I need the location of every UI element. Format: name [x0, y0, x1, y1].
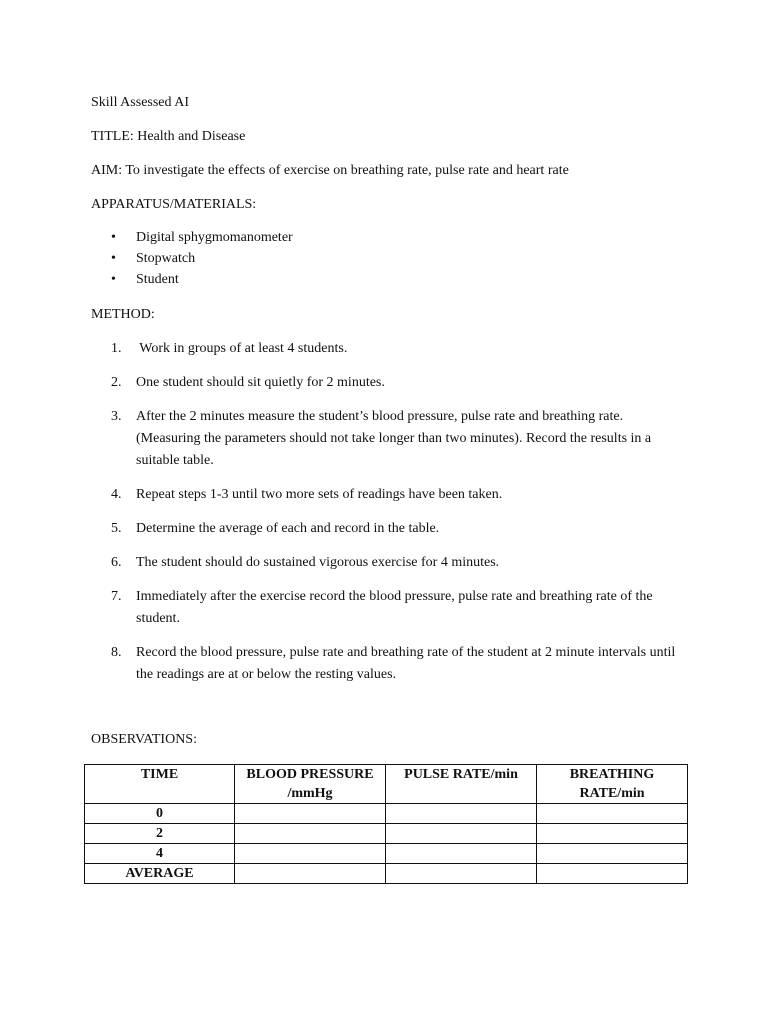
breathing-rate-cell	[537, 804, 688, 824]
apparatus-item-label: Stopwatch	[136, 251, 196, 266]
apparatus-item-label: Digital sphygmomanometer	[136, 230, 293, 245]
blood-pressure-cell	[235, 824, 386, 844]
list-item	[91, 248, 293, 269]
step-text: Immediately after the exercise record the blood pressure, pulse rate and breathing rate of the student.	[136, 589, 653, 626]
method-step	[91, 642, 681, 686]
pulse-rate-cell	[386, 844, 537, 864]
title-line: TITLE: Health and Disease	[91, 129, 246, 144]
table-header-row	[85, 765, 688, 804]
skill-assessed-line: Skill Assessed AI	[91, 95, 190, 110]
observations-table	[84, 764, 688, 884]
header-time: TIME	[85, 765, 235, 804]
step-text: Record the blood pressure, pulse rate and breathing rate of the student at 2 minute intervals until the readings are at or below the resting values.	[136, 645, 676, 682]
apparatus-item-label: Student	[136, 272, 179, 287]
blood-pressure-cell	[235, 844, 386, 864]
time-cell: 2	[85, 824, 235, 844]
step-number: 7.	[111, 589, 122, 604]
method-steps-list	[91, 338, 681, 698]
pulse-rate-cell	[386, 804, 537, 824]
step-text: Work in groups of at least 4 students.	[136, 341, 348, 356]
step-number: 2.	[111, 375, 122, 390]
time-cell: 0	[85, 804, 235, 824]
bullet-icon: •	[111, 230, 116, 245]
time-cell: 4	[85, 844, 235, 864]
method-step	[91, 338, 681, 360]
breathing-rate-cell	[537, 864, 688, 884]
table-row	[85, 824, 688, 844]
method-step	[91, 552, 681, 574]
method-step	[91, 372, 681, 394]
apparatus-heading: APPARATUS/MATERIALS:	[91, 197, 257, 212]
bullet-icon: •	[111, 251, 116, 266]
bullet-icon: •	[111, 272, 116, 287]
step-number: 1.	[111, 341, 122, 356]
blood-pressure-cell	[235, 804, 386, 824]
observations-heading: OBSERVATIONS:	[91, 732, 197, 747]
step-text: Determine the average of each and record in the table.	[136, 521, 440, 536]
step-number: 4.	[111, 487, 122, 502]
step-number: 6.	[111, 555, 122, 570]
step-text: One student should sit quietly for 2 minutes.	[136, 375, 385, 390]
header-pulse-rate: PULSE RATE/min	[386, 765, 537, 804]
step-text: After the 2 minutes measure the student’s blood pressure, pulse rate and breathing rate. (Measuring the parameters should not take longer than two minutes). Record the results in a suitable table.	[136, 409, 652, 468]
step-text: The student should do sustained vigorous exercise for 4 minutes.	[136, 555, 500, 570]
header-blood-pressure: BLOOD PRESSURE /mmHg	[235, 765, 386, 804]
step-number: 8.	[111, 645, 122, 660]
method-step	[91, 406, 681, 472]
step-number: 3.	[111, 409, 122, 424]
pulse-rate-cell	[386, 864, 537, 884]
blood-pressure-cell	[235, 864, 386, 884]
table-row	[85, 844, 688, 864]
list-item	[91, 269, 293, 290]
table-row	[85, 864, 688, 884]
table-row	[85, 804, 688, 824]
aim-line: AIM: To investigate the effects of exercise on breathing rate, pulse rate and heart rate	[91, 163, 569, 178]
pulse-rate-cell	[386, 824, 537, 844]
breathing-rate-cell	[537, 824, 688, 844]
breathing-rate-cell	[537, 844, 688, 864]
time-cell: AVERAGE	[85, 864, 235, 884]
method-heading: METHOD:	[91, 307, 155, 322]
list-item	[91, 227, 293, 248]
method-step	[91, 518, 681, 540]
method-step	[91, 586, 681, 630]
header-breathing-rate: BREATHING RATE/min	[537, 765, 688, 804]
apparatus-list	[91, 227, 293, 290]
method-step	[91, 484, 681, 506]
step-text: Repeat steps 1-3 until two more sets of readings have been taken.	[136, 487, 503, 502]
step-number: 5.	[111, 521, 122, 536]
